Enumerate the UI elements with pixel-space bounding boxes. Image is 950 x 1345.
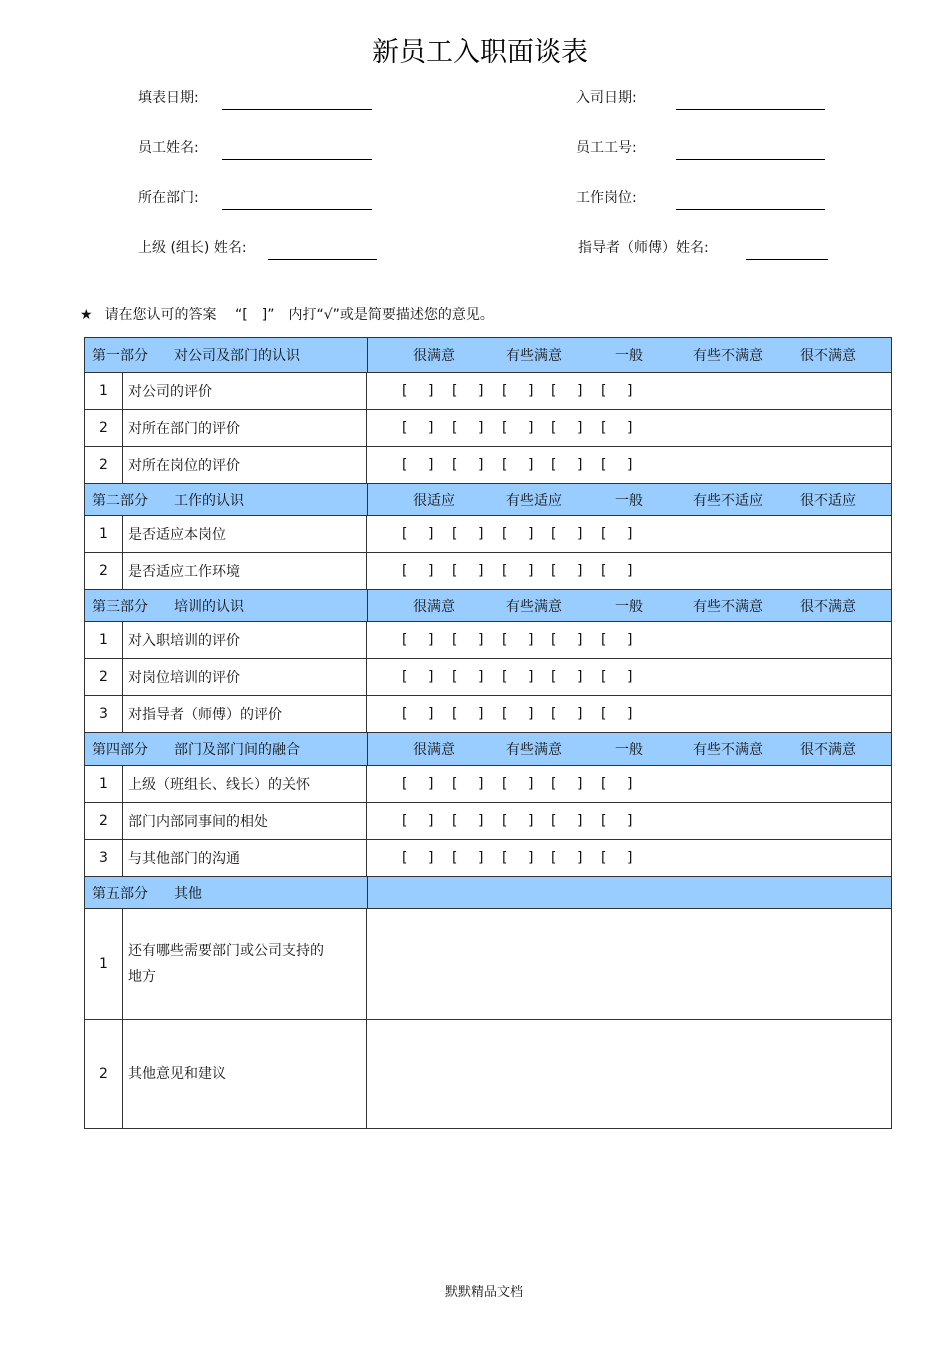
rating-checkbox[interactable] <box>402 516 452 552</box>
join-date-input[interactable] <box>676 87 825 110</box>
checkbox-close-bracket: ] <box>577 706 583 722</box>
checkbox-close-bracket: ] <box>428 457 434 473</box>
fill-date-field <box>138 87 199 111</box>
checkbox-close-bracket: ] <box>478 850 484 866</box>
checkbox-open-bracket: [ <box>502 420 508 436</box>
question-number: 2 <box>85 1020 123 1128</box>
checkbox-open-bracket: [ <box>452 457 458 473</box>
rating-checkbox[interactable] <box>502 516 552 552</box>
rating-checkbox[interactable] <box>402 659 452 695</box>
checkbox-open-bracket: [ <box>502 813 508 829</box>
checkbox-close-bracket: ] <box>528 457 534 473</box>
section-header-title <box>85 484 368 515</box>
checkbox-close-bracket: ] <box>528 526 534 542</box>
checkbox-open-bracket: [ <box>402 420 408 436</box>
checkbox-open-bracket: [ <box>452 383 458 399</box>
supervisor-input[interactable] <box>268 237 377 260</box>
checkbox-close-bracket: ] <box>528 563 534 579</box>
checkbox-open-bracket: [ <box>601 383 607 399</box>
rating-checkbox[interactable] <box>601 447 651 483</box>
checkbox-open-bracket: [ <box>601 457 607 473</box>
rating-checkbox[interactable] <box>452 840 502 876</box>
checkbox-open-bracket: [ <box>551 776 557 792</box>
rating-scale-header <box>368 733 891 765</box>
checkbox-close-bracket: ] <box>528 383 534 399</box>
checkbox-close-bracket: ] <box>577 420 583 436</box>
rating-option-label: 有些不满意 <box>693 348 763 364</box>
name-input[interactable] <box>222 137 372 160</box>
rating-checkbox[interactable] <box>402 840 452 876</box>
checkbox-close-bracket: ] <box>577 457 583 473</box>
question-text: 是否适应工作环境 <box>123 553 367 589</box>
rating-checkbox[interactable] <box>452 410 502 446</box>
checkbox-open-bracket: [ <box>502 850 508 866</box>
question-text: 对公司的评价 <box>123 373 367 409</box>
question-text: 对指导者（师傅）的评价 <box>123 696 367 732</box>
rating-option-label: 有些不满意 <box>693 598 763 615</box>
checkbox-close-bracket: ] <box>577 813 583 829</box>
section-name: 部门及部门间的融合 <box>174 742 300 758</box>
rating-checkbox[interactable] <box>502 622 552 658</box>
checkbox-open-bracket: [ <box>551 813 557 829</box>
checkbox-close-bracket: ] <box>478 563 484 579</box>
question-row <box>84 696 892 733</box>
section-name: 工作的认识 <box>174 492 244 509</box>
checkbox-close-bracket: ] <box>428 420 434 436</box>
footer-text: 默默精品文档 <box>444 1285 523 1300</box>
question-number: 3 <box>85 696 123 732</box>
section-header-row <box>84 590 892 622</box>
name-field <box>138 137 199 161</box>
star-icon: ★ <box>80 307 93 323</box>
question-row <box>84 766 892 803</box>
checkbox-close-bracket: ] <box>428 669 434 685</box>
checkbox-close-bracket: ] <box>627 813 633 829</box>
rating-option-label: 一般 <box>615 348 643 364</box>
rating-checkbox[interactable] <box>502 803 552 839</box>
checkbox-open-bracket: [ <box>551 457 557 473</box>
rating-checkbox[interactable] <box>402 696 452 732</box>
rating-checkbox[interactable] <box>601 553 651 589</box>
checkbox-close-bracket: ] <box>478 457 484 473</box>
section-name: 其他 <box>174 885 202 902</box>
checkbox-close-bracket: ] <box>577 632 583 648</box>
checkbox-close-bracket: ] <box>428 706 434 722</box>
question-text: 部门内部同事间的相处 <box>123 803 367 839</box>
checkbox-open-bracket: [ <box>551 420 557 436</box>
rating-checkbox[interactable] <box>452 373 502 409</box>
checkbox-close-bracket: ] <box>577 776 583 792</box>
rating-checkbox[interactable] <box>551 696 601 732</box>
question-number: 1 <box>85 909 123 1019</box>
mentor-label: 指导者（师傅）姓名: <box>578 240 709 256</box>
checkbox-close-bracket: ] <box>478 669 484 685</box>
answer-area[interactable] <box>368 909 891 1019</box>
question-text: 上级（班组长、线长）的关怀 <box>123 766 367 802</box>
join-date-field <box>576 87 637 111</box>
checkbox-open-bracket: [ <box>452 563 458 579</box>
rating-option-label: 很适应 <box>413 492 455 509</box>
checkbox-close-bracket: ] <box>428 813 434 829</box>
rating-checkbox[interactable] <box>601 622 651 658</box>
open-question-row <box>84 1020 892 1129</box>
rating-checkboxes <box>368 803 891 839</box>
supervisor-field <box>138 237 247 261</box>
mentor-input[interactable] <box>746 237 828 260</box>
checkbox-close-bracket: ] <box>478 420 484 436</box>
rating-checkbox[interactable] <box>452 766 502 802</box>
question-number: 2 <box>85 447 123 483</box>
rating-checkbox[interactable] <box>601 659 651 695</box>
checkbox-open-bracket: [ <box>551 706 557 722</box>
checkbox-close-bracket: ] <box>478 813 484 829</box>
section-header-row <box>84 877 892 909</box>
checkbox-open-bracket: [ <box>502 383 508 399</box>
checkbox-close-bracket: ] <box>478 383 484 399</box>
rating-checkbox[interactable] <box>551 553 601 589</box>
instruction-note <box>80 305 494 325</box>
checkbox-close-bracket: ] <box>528 706 534 722</box>
checkbox-open-bracket: [ <box>452 632 458 648</box>
checkbox-open-bracket: [ <box>502 669 508 685</box>
rating-checkbox[interactable] <box>402 410 452 446</box>
section-header-title <box>85 338 368 372</box>
question-row <box>84 447 892 484</box>
checkbox-open-bracket: [ <box>551 632 557 648</box>
section-number: 第三部分 <box>92 598 148 615</box>
checkbox-open-bracket: [ <box>402 457 408 473</box>
checkbox-open-bracket: [ <box>452 706 458 722</box>
question-number: 2 <box>85 803 123 839</box>
question-row <box>84 410 892 447</box>
rating-checkbox[interactable] <box>402 622 452 658</box>
checkbox-close-bracket: ] <box>428 850 434 866</box>
checkbox-close-bracket: ] <box>528 776 534 792</box>
question-row <box>84 659 892 696</box>
fill-date-label: 填表日期: <box>138 90 199 106</box>
checkbox-open-bracket: [ <box>502 457 508 473</box>
rating-checkbox[interactable] <box>502 696 552 732</box>
rating-checkbox[interactable] <box>551 447 601 483</box>
section-number: 第四部分 <box>92 742 148 758</box>
checkbox-close-bracket: ] <box>428 383 434 399</box>
checkbox-open-bracket: [ <box>601 776 607 792</box>
checkbox-open-bracket: [ <box>452 526 458 542</box>
checkbox-close-bracket: ] <box>627 420 633 436</box>
rating-checkbox[interactable] <box>601 803 651 839</box>
checkbox-close-bracket: ] <box>627 776 633 792</box>
checkbox-open-bracket: [ <box>402 776 408 792</box>
checkbox-open-bracket: [ <box>551 563 557 579</box>
rating-checkbox[interactable] <box>452 696 502 732</box>
checkbox-open-bracket: [ <box>402 383 408 399</box>
checkbox-close-bracket: ] <box>428 526 434 542</box>
section-header-row <box>84 337 892 373</box>
question-number: 1 <box>85 622 123 658</box>
supervisor-label: 上级 (组长) 姓名: <box>138 240 247 256</box>
rating-checkbox[interactable] <box>601 766 651 802</box>
position-field <box>576 187 637 211</box>
question-text: 对岗位培训的评价 <box>123 659 367 695</box>
rating-checkbox[interactable] <box>551 373 601 409</box>
checkbox-close-bracket: ] <box>577 850 583 866</box>
rating-option-label: 很不适应 <box>800 492 856 509</box>
checkbox-open-bracket: [ <box>402 706 408 722</box>
rating-checkbox[interactable] <box>601 373 651 409</box>
checkbox-open-bracket: [ <box>551 850 557 866</box>
checkbox-open-bracket: [ <box>551 669 557 685</box>
fill-date-input[interactable] <box>222 87 372 110</box>
section-header-title <box>85 733 368 765</box>
rating-option-label: 有些满意 <box>506 348 562 364</box>
checkbox-open-bracket: [ <box>402 850 408 866</box>
rating-checkbox[interactable] <box>502 840 552 876</box>
section-name: 对公司及部门的认识 <box>174 348 300 364</box>
rating-checkbox[interactable] <box>551 410 601 446</box>
page-title: 新员工入职面谈表 <box>372 37 588 68</box>
checkbox-open-bracket: [ <box>502 526 508 542</box>
checkbox-close-bracket: ] <box>627 383 633 399</box>
rating-checkbox[interactable] <box>551 840 601 876</box>
checkbox-close-bracket: ] <box>478 632 484 648</box>
checkbox-close-bracket: ] <box>627 669 633 685</box>
emp-no-input[interactable] <box>676 137 825 160</box>
position-input[interactable] <box>676 187 825 210</box>
emp-no-field <box>576 137 637 161</box>
question-text: 对所在部门的评价 <box>123 410 367 446</box>
open-question-row <box>84 909 892 1020</box>
question-text: 其他意见和建议 <box>123 1020 367 1128</box>
checkbox-close-bracket: ] <box>577 669 583 685</box>
checkbox-open-bracket: [ <box>402 563 408 579</box>
checkbox-close-bracket: ] <box>478 526 484 542</box>
question-number: 1 <box>85 373 123 409</box>
instruction-text: 请在您认可的答案 “[ ]” 内打“√”或是简要描述您的意见。 <box>104 307 494 323</box>
rating-option-label: 有些满意 <box>506 598 562 615</box>
checkbox-close-bracket: ] <box>428 776 434 792</box>
rating-checkboxes <box>368 516 891 552</box>
question-row <box>84 622 892 659</box>
rating-option-label: 有些满意 <box>506 742 562 758</box>
rating-checkboxes <box>368 553 891 589</box>
rating-checkbox[interactable] <box>551 622 601 658</box>
checkbox-close-bracket: ] <box>627 457 633 473</box>
checkbox-close-bracket: ] <box>577 526 583 542</box>
question-text: 是否适应本岗位 <box>123 516 367 552</box>
checkbox-close-bracket: ] <box>478 776 484 792</box>
dept-field <box>138 187 199 211</box>
rating-option-label: 很满意 <box>413 598 455 615</box>
checkbox-close-bracket: ] <box>478 706 484 722</box>
rating-checkbox[interactable] <box>452 447 502 483</box>
join-date-label: 入司日期: <box>576 90 637 106</box>
section-number: 第二部分 <box>92 492 148 509</box>
rating-checkbox[interactable] <box>402 766 452 802</box>
rating-checkbox[interactable] <box>402 803 452 839</box>
question-row <box>84 840 892 877</box>
rating-option-label: 很不满意 <box>800 598 856 615</box>
interview-table <box>84 337 892 1129</box>
checkbox-close-bracket: ] <box>627 632 633 648</box>
rating-option-label: 很不满意 <box>800 742 856 758</box>
rating-option-label: 一般 <box>615 492 643 509</box>
rating-option-label: 有些适应 <box>506 492 562 509</box>
rating-checkbox[interactable] <box>502 553 552 589</box>
rating-option-label: 一般 <box>615 742 643 758</box>
checkbox-open-bracket: [ <box>502 563 508 579</box>
rating-checkbox[interactable] <box>551 516 601 552</box>
question-row <box>84 516 892 553</box>
checkbox-open-bracket: [ <box>551 383 557 399</box>
rating-checkbox[interactable] <box>551 803 601 839</box>
question-number: 2 <box>85 410 123 446</box>
rating-checkbox[interactable] <box>502 659 552 695</box>
rating-checkboxes <box>368 622 891 658</box>
rating-scale-header <box>368 590 891 621</box>
checkbox-close-bracket: ] <box>577 383 583 399</box>
question-text: 对所在岗位的评价 <box>123 447 367 483</box>
section-number: 第五部分 <box>92 885 148 902</box>
name-label: 员工姓名: <box>138 140 199 156</box>
question-number: 1 <box>85 766 123 802</box>
checkbox-open-bracket: [ <box>601 563 607 579</box>
checkbox-open-bracket: [ <box>601 526 607 542</box>
checkbox-open-bracket: [ <box>452 420 458 436</box>
rating-checkbox[interactable] <box>502 766 552 802</box>
checkbox-open-bracket: [ <box>502 706 508 722</box>
section-header-row <box>84 733 892 766</box>
rating-checkbox[interactable] <box>502 410 552 446</box>
question-row <box>84 553 892 590</box>
dept-input[interactable] <box>222 187 372 210</box>
rating-checkbox[interactable] <box>402 447 452 483</box>
rating-checkboxes <box>368 373 891 409</box>
question-text: 对入职培训的评价 <box>123 622 367 658</box>
question-row <box>84 373 892 410</box>
checkbox-open-bracket: [ <box>601 632 607 648</box>
rating-checkboxes <box>368 766 891 802</box>
checkbox-open-bracket: [ <box>601 813 607 829</box>
rating-checkboxes <box>368 447 891 483</box>
checkbox-close-bracket: ] <box>528 813 534 829</box>
section-header-title <box>85 590 368 621</box>
rating-checkboxes <box>368 410 891 446</box>
rating-checkboxes <box>368 840 891 876</box>
question-number: 1 <box>85 516 123 552</box>
position-label: 工作岗位: <box>576 190 637 206</box>
rating-option-label: 很满意 <box>413 742 455 758</box>
rating-checkbox[interactable] <box>551 659 601 695</box>
checkbox-close-bracket: ] <box>528 632 534 648</box>
rating-checkbox[interactable] <box>601 410 651 446</box>
checkbox-close-bracket: ] <box>528 850 534 866</box>
rating-checkbox[interactable] <box>452 516 502 552</box>
rating-checkbox[interactable] <box>601 696 651 732</box>
rating-checkbox[interactable] <box>452 803 502 839</box>
checkbox-close-bracket: ] <box>627 706 633 722</box>
checkbox-open-bracket: [ <box>402 526 408 542</box>
rating-scale-header <box>368 484 891 515</box>
checkbox-close-bracket: ] <box>428 632 434 648</box>
section-name: 培训的认识 <box>174 598 244 615</box>
rating-option-label: 一般 <box>615 598 643 615</box>
section-header-blank <box>368 877 891 908</box>
checkbox-open-bracket: [ <box>601 669 607 685</box>
rating-checkbox[interactable] <box>452 659 502 695</box>
checkbox-close-bracket: ] <box>627 563 633 579</box>
rating-checkbox[interactable] <box>402 553 452 589</box>
rating-checkboxes <box>368 696 891 732</box>
rating-checkbox[interactable] <box>452 622 502 658</box>
question-number: 2 <box>85 659 123 695</box>
rating-checkbox[interactable] <box>551 766 601 802</box>
rating-checkbox[interactable] <box>502 373 552 409</box>
rating-checkbox[interactable] <box>601 516 651 552</box>
checkbox-open-bracket: [ <box>601 850 607 866</box>
question-text: 还有哪些需要部门或公司支持的地方 <box>123 909 367 1019</box>
checkbox-open-bracket: [ <box>601 420 607 436</box>
section-header-row <box>84 484 892 516</box>
rating-option-label: 有些不适应 <box>693 492 763 509</box>
checkbox-open-bracket: [ <box>502 632 508 648</box>
checkbox-open-bracket: [ <box>402 632 408 648</box>
section-header-title <box>85 877 368 908</box>
question-number: 3 <box>85 840 123 876</box>
mentor-field <box>578 237 709 261</box>
checkbox-close-bracket: ] <box>627 526 633 542</box>
rating-checkbox[interactable] <box>601 840 651 876</box>
checkbox-open-bracket: [ <box>601 706 607 722</box>
checkbox-open-bracket: [ <box>452 850 458 866</box>
checkbox-open-bracket: [ <box>452 776 458 792</box>
rating-option-label: 有些不满意 <box>693 742 763 758</box>
dept-label: 所在部门: <box>138 190 199 206</box>
checkbox-open-bracket: [ <box>402 669 408 685</box>
checkbox-close-bracket: ] <box>577 563 583 579</box>
question-number: 2 <box>85 553 123 589</box>
rating-checkbox[interactable] <box>502 447 552 483</box>
rating-checkbox[interactable] <box>402 373 452 409</box>
checkbox-open-bracket: [ <box>452 813 458 829</box>
rating-scale-header <box>368 338 891 372</box>
rating-checkboxes <box>368 659 891 695</box>
section-number: 第一部分 <box>92 348 148 364</box>
question-text: 与其他部门的沟通 <box>123 840 367 876</box>
checkbox-open-bracket: [ <box>551 526 557 542</box>
checkbox-open-bracket: [ <box>452 669 458 685</box>
checkbox-open-bracket: [ <box>502 776 508 792</box>
rating-option-label: 很不满意 <box>800 348 856 364</box>
rating-option-label: 很满意 <box>413 348 455 364</box>
checkbox-close-bracket: ] <box>528 669 534 685</box>
rating-checkbox[interactable] <box>452 553 502 589</box>
checkbox-open-bracket: [ <box>402 813 408 829</box>
checkbox-close-bracket: ] <box>428 563 434 579</box>
checkbox-close-bracket: ] <box>627 850 633 866</box>
question-row <box>84 803 892 840</box>
answer-area[interactable] <box>368 1020 891 1128</box>
checkbox-close-bracket: ] <box>528 420 534 436</box>
emp-no-label: 员工工号: <box>576 140 637 156</box>
